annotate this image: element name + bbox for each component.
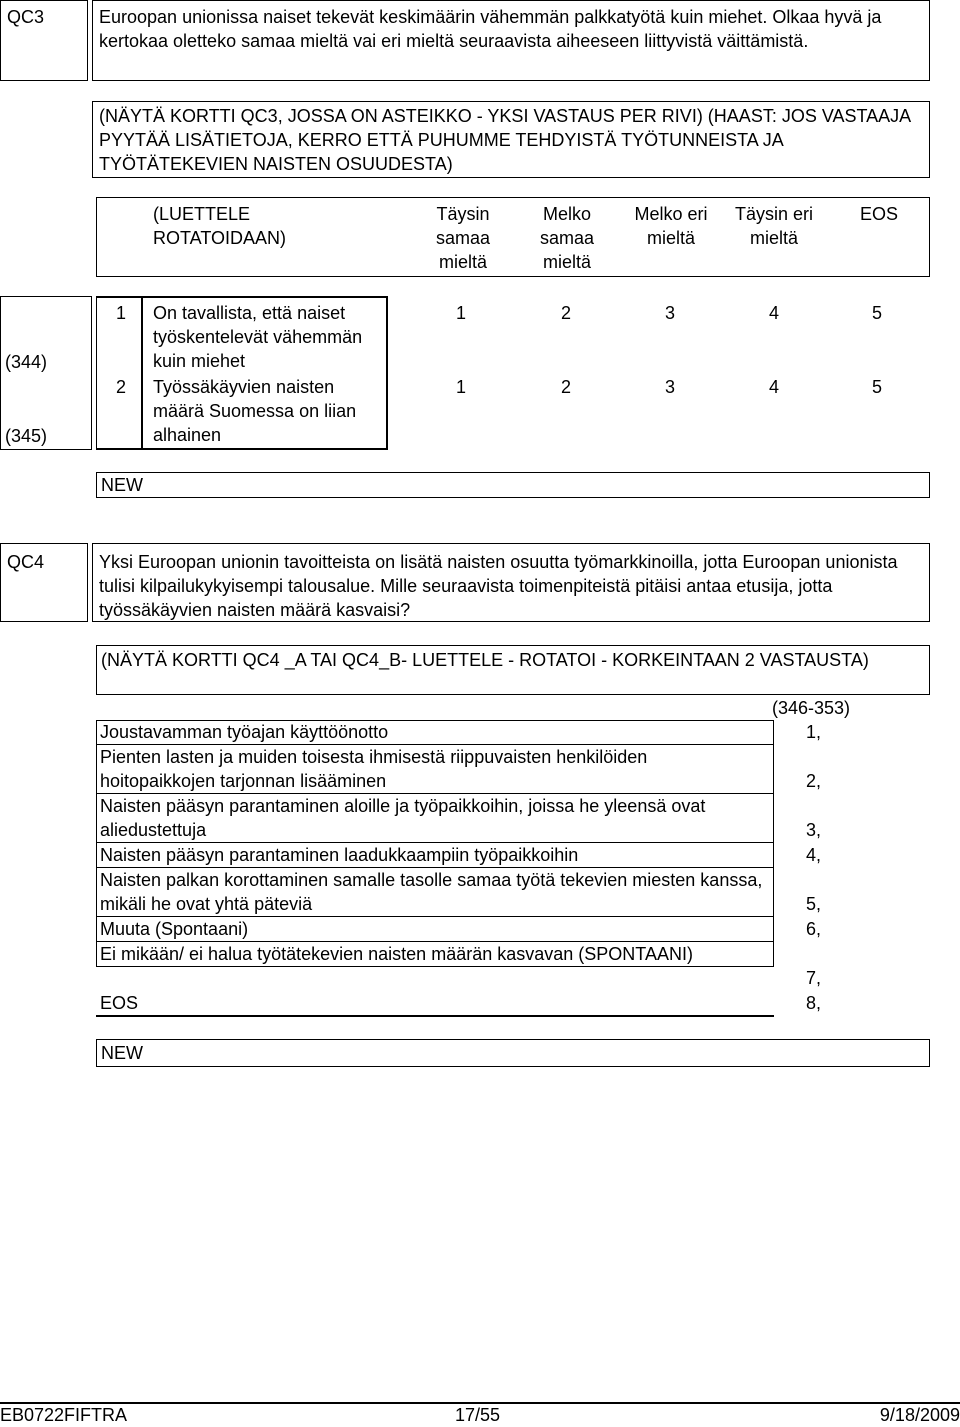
scale-5-label: EOS	[859, 204, 898, 224]
qc4-question: Yksi Euroopan unionin tavoitteista on lisätä naisten osuutta työmarkkinoilla, jotta Euroopan unionista tulisi kilpailukykyisempi talousalue. Mille seuraavista toimenpiteistä pitäisi antaa etusija, jotta työssäkäyvien naisten määrä kasvaisi?	[99, 552, 898, 620]
qc3-code-box	[0, 0, 88, 81]
qc4-option-2-code[interactable]: 2,	[806, 771, 822, 791]
qc4-instruction: (NÄYTÄ KORTTI QC4 _A TAI QC4_B- LUETTELE - ROTATOI - KORKEINTAAN 2 VASTAUSTA)	[101, 650, 869, 670]
qc4-option-2[interactable]: Pienten lasten ja muiden toisesta ihmisestä riippuvaisten henkilöiden hoitopaikkojen tarjonnan lisääminen	[100, 747, 648, 791]
qc4-option-4-code[interactable]: 4,	[806, 845, 822, 865]
qc4-option-4[interactable]: Naisten pääsyn parantaminen laadukkaampiin työpaikkoihin	[100, 845, 579, 865]
qc4-option-5[interactable]: Naisten palkan korottaminen samalle tasolle samaa työtä tekevien miesten kanssa, mikäli he ovat yhtä päteviä	[100, 870, 763, 914]
qc3-text-divider	[386, 296, 388, 450]
qc4-new-box	[96, 1039, 930, 1067]
qc3-item-1-code-5[interactable]: 5	[871, 303, 882, 323]
qc3-item-2-code-1[interactable]: 1	[455, 377, 466, 397]
footer-doc-id: EB0722FIFTRA	[0, 1405, 128, 1425]
qc3-item-1-code-4[interactable]: 4	[768, 303, 779, 323]
qc3-question: Euroopan unionissa naiset tekevät keskimäärin vähemmän palkkatyötä kuin miehet. Olkaa hyvä ja kertokaa oletteko samaa mieltä vai eri mieltä seuraavista aiheeseen liittyvistä väittämistä.	[99, 7, 882, 51]
qc4-new-label: NEW	[101, 1043, 143, 1063]
qc3-item-1-text: On tavallista, että naiset työskentelevät vähemmän kuin miehet	[153, 303, 363, 371]
scale-2-label: Melko samaa mieltä	[539, 204, 595, 272]
qc4-option-1[interactable]: Joustavamman työajan käyttöönotto	[100, 722, 389, 742]
footer-date: 9/18/2009	[879, 1405, 960, 1425]
qc4-code-box	[0, 543, 88, 622]
qc3-item-2-code-2[interactable]: 2	[560, 377, 571, 397]
qc4-option-8-underline	[96, 1015, 774, 1017]
qc3-new-label: NEW	[101, 475, 143, 495]
qc3-instruction: (NÄYTÄ KORTTI QC3, JOSSA ON ASTEIKKO - YKSI VASTAUS PER RIVI) (HAAST: JOS VASTAAJA PYYTÄÄ LISÄTIETOJA, KERRO ETTÄ PUHUMME TEHDYISTÄ TYÖTUNNEISTA JA TYÖTÄTEKEVIEN NAISTEN OSUUDESTA)	[99, 106, 911, 174]
qc4-option-7[interactable]: Ei mikään/ ei halua työtätekevien naisten määrän kasvavan (SPONTAANI)	[100, 944, 693, 964]
qc4-option-8-code[interactable]: 8,	[806, 993, 822, 1013]
qc3-code: QC3	[7, 7, 45, 27]
qc4-question-box	[92, 543, 930, 622]
qc3-item-1-code-1[interactable]: 1	[455, 303, 466, 323]
qc3-scale-header	[96, 197, 930, 277]
qc3-item-2-code-5[interactable]: 5	[871, 377, 882, 397]
scale-1-label: Täysin samaa mieltä	[435, 204, 491, 272]
qc3-item-1-code-3[interactable]: 3	[664, 303, 675, 323]
qc3-items-top	[96, 296, 387, 298]
qc3-number-divider	[141, 296, 143, 450]
qc3-new-box	[96, 472, 930, 498]
scale-4-label: Täysin eri mieltä	[734, 204, 814, 248]
qc4-option-3[interactable]: Naisten pääsyn parantaminen aloille ja työpaikkoihin, joissa he yleensä ovat aliedustettuja	[100, 796, 706, 840]
qc3-item-2-number: 2	[116, 377, 127, 397]
qc4-option-6[interactable]: Muuta (Spontaani)	[100, 919, 249, 939]
qc4-option-8[interactable]: EOS	[100, 993, 139, 1013]
qc3-instruction-box	[92, 101, 930, 178]
qc3-items-bottom	[96, 448, 387, 450]
qc3-list-header: (LUETTELE ROTATOIDAAN)	[153, 204, 287, 248]
qc4-option-3-code[interactable]: 3,	[806, 820, 822, 840]
qc3-item-1-code-2[interactable]: 2	[560, 303, 571, 323]
qc3-var-box	[0, 296, 92, 450]
qc4-option-5-code[interactable]: 5,	[806, 894, 822, 914]
qc4-option-6-code[interactable]: 6,	[806, 919, 822, 939]
qc3-item-2-code-4[interactable]: 4	[768, 377, 779, 397]
qc3-item-2-text: Työssäkäyvien naisten määrä Suomessa on liian alhainen	[153, 377, 357, 445]
qc3-item-1-number: 1	[116, 303, 127, 323]
qc4-option-1-code[interactable]: 1,	[806, 722, 822, 742]
qc4-option-1-box	[96, 720, 774, 745]
qc3-item-1-var: (344)	[5, 352, 48, 372]
qc4-option-7-code[interactable]: 7,	[806, 968, 822, 988]
qc3-item-2-code-3[interactable]: 3	[664, 377, 675, 397]
qc4-var-range: (346-353)	[772, 698, 851, 718]
qc3-question-box	[92, 0, 930, 81]
footer-page-number: 17/55	[455, 1405, 501, 1425]
scale-3-label: Melko eri mieltä	[634, 204, 708, 248]
qc3-item-2-var: (345)	[5, 426, 48, 446]
qc4-instruction-box	[96, 645, 930, 695]
qc4-code: QC4	[7, 552, 45, 572]
